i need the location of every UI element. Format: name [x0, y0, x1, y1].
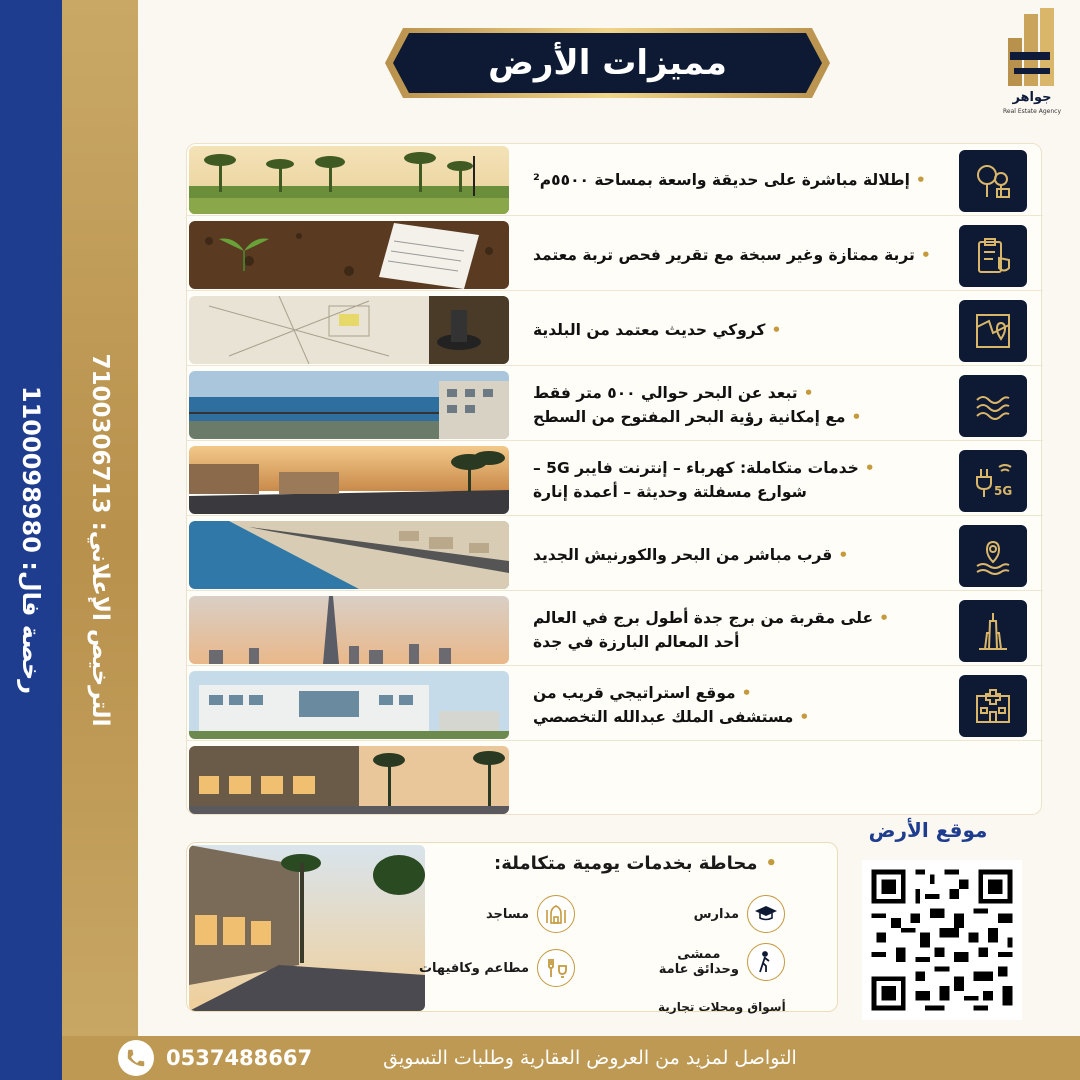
feature-row [187, 444, 1043, 516]
company-logo [1000, 8, 1064, 118]
waves-icon [959, 375, 1027, 437]
service-label: مساجد [485, 906, 529, 922]
ad-license-text: الترخيص الإعلاني: 7100306713 [87, 353, 113, 727]
map-pin-icon [959, 300, 1027, 362]
plug-5g-icon [959, 450, 1027, 512]
services-title: • محاطة بخدمات يومية متكاملة: [494, 853, 777, 874]
mosque-icon [537, 895, 575, 933]
street-photo [189, 446, 509, 514]
sea-view-photo [189, 371, 509, 439]
hospital-photo [189, 671, 509, 739]
tower-icon [959, 600, 1027, 662]
feature-row [187, 744, 1043, 816]
tower-photo [189, 596, 509, 664]
services-photo [189, 845, 425, 1011]
feature-text [533, 294, 933, 366]
hospital-icon [959, 675, 1027, 737]
feature-line: شوارع مسفلتة وحديثة – أعمدة إنارة [533, 483, 807, 501]
feature-line: • خدمات متكاملة: كهرباء – إنترنت فايبر 5G – [533, 459, 875, 477]
feature-text [533, 369, 933, 441]
feature-row [187, 369, 1043, 441]
header-banner [385, 28, 830, 98]
feature-text [533, 594, 933, 666]
feature-line: • إطلالة مباشرة على حديقة واسعة بمساحة ٥٥٠٠م² [533, 171, 926, 189]
feature-row [187, 294, 1043, 366]
feature-line: • تربة ممتازة وغير سبخة مع تقرير فحص تربة معتمد [533, 246, 931, 264]
soil-report-photo [189, 221, 509, 289]
service-walkway [659, 943, 785, 981]
services-panel [186, 842, 838, 1012]
service-restaurants [419, 949, 575, 987]
park-trees-icon [959, 150, 1027, 212]
feature-row [187, 519, 1043, 591]
phone-number[interactable]: 0537488667 [166, 1046, 313, 1070]
qr-title: موقع الأرض [868, 818, 988, 842]
location-waves-icon [959, 525, 1027, 587]
service-schools [694, 895, 785, 933]
feature-row [187, 144, 1043, 216]
shops-photo [189, 746, 509, 814]
walking-icon [747, 943, 785, 981]
restaurant-icon [537, 949, 575, 987]
service-label: مدارس [693, 906, 739, 922]
service-extra: أسواق ومحلات تجارية [658, 1000, 786, 1014]
soil-report-icon [959, 225, 1027, 287]
qr-code[interactable] [862, 860, 1022, 1020]
page-title: مميزات الأرض [488, 43, 727, 83]
feature-row [187, 669, 1043, 741]
feature-text [533, 444, 933, 516]
park-photo [189, 146, 509, 214]
service-mosques [486, 895, 575, 933]
plan-stamp-photo [189, 296, 509, 364]
feature-line: • كروكي حديث معتمد من البلدية [533, 321, 781, 339]
feature-text [533, 219, 933, 291]
feature-line: أحد المعالم البارزة في جدة [533, 633, 740, 651]
logo-name: جواهر [1012, 90, 1052, 105]
feature-line: • موقع استراتيجي قريب من [533, 684, 752, 702]
footer-text: التواصل لمزيد من العروض العقارية وطلبات التسويق [383, 1047, 797, 1069]
feature-row [187, 219, 1043, 291]
feature-row [187, 594, 1043, 666]
logo-subtitle: Real Estate Agency [1003, 108, 1061, 115]
license-text: رخصة فال: 1100098980 [17, 385, 45, 695]
phone-icon[interactable] [118, 1040, 154, 1076]
feature-text [533, 669, 933, 741]
feature-line: • مستشفى الملك عبدالله التخصصي [533, 708, 809, 726]
feature-line: • قرب مباشر من البحر والكورنيش الجديد [533, 546, 848, 564]
feature-line: • على مقربة من برج جدة أطول برج في العالم [533, 609, 889, 627]
feature-text [533, 519, 933, 591]
feature-line: • تبعد عن البحر حوالي ٥٠٠ متر فقط [533, 384, 814, 402]
features-panel [186, 143, 1042, 815]
feature-text [533, 144, 933, 216]
feature-line: • مع إمكانية رؤية البحر المفتوح من السطح [533, 408, 861, 426]
service-label: مطاعم وكافيهات [418, 960, 529, 976]
svg-text:5G: 5G [994, 484, 1013, 498]
service-label: ممشى وحدائق عامة [658, 947, 739, 977]
graduation-cap-icon [747, 895, 785, 933]
corniche-photo [189, 521, 509, 589]
